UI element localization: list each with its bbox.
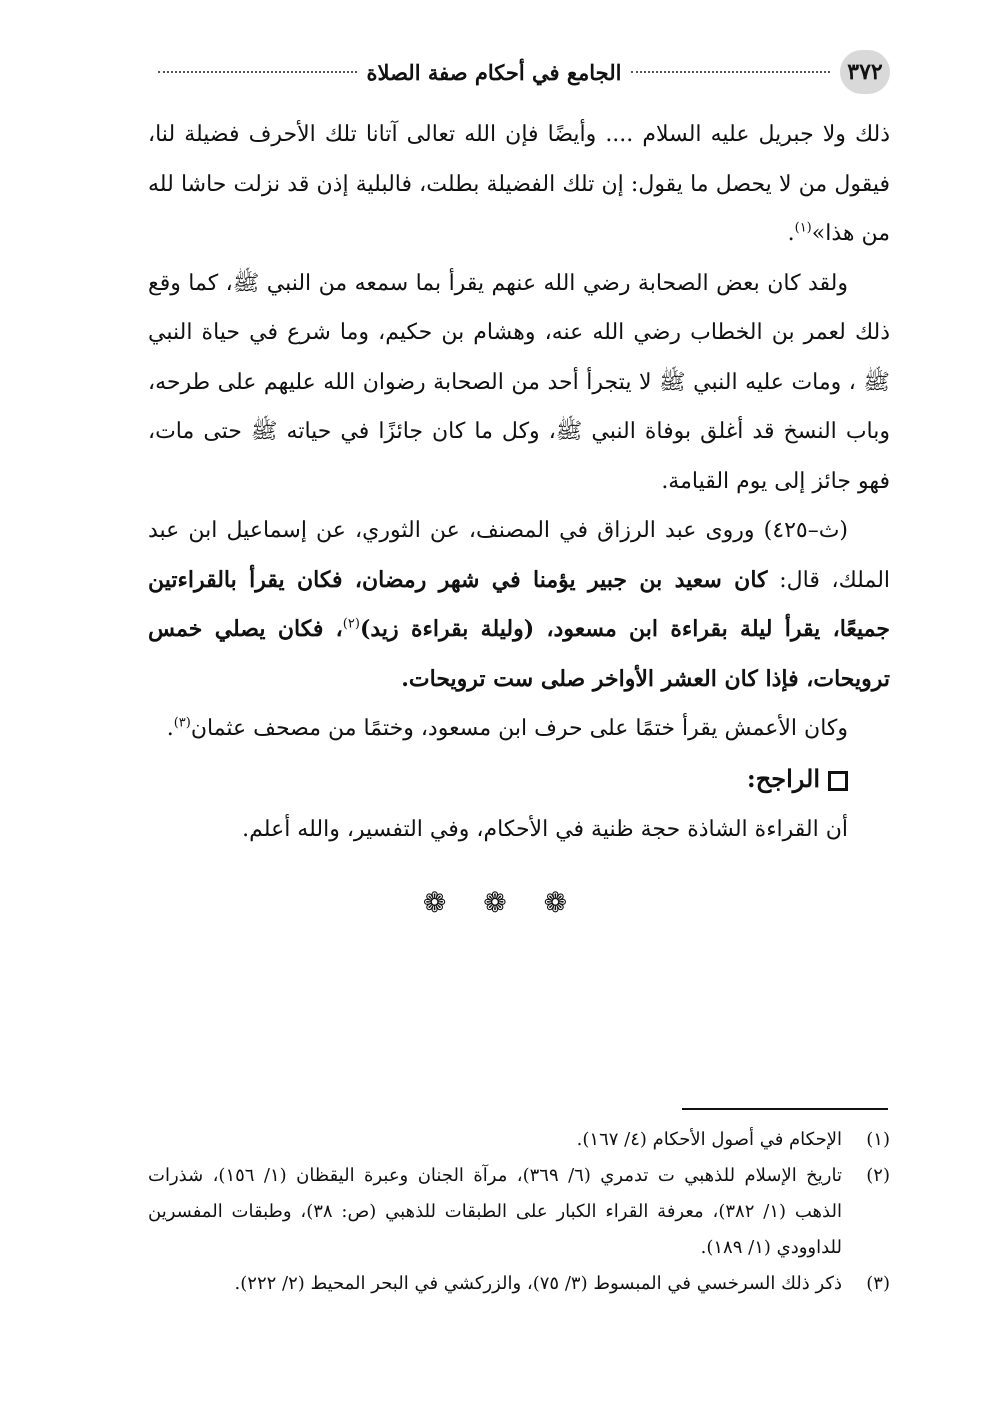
- footnote-text: ذكر ذلك السرخسي في المبسوط (٣/ ٧٥)، والزركشي في البحر المحيط (٢/ ٢٢٢).: [234, 1273, 842, 1294]
- quoted-athar: ، فكان يصلي خمس ترويحات، فإذا كان العشر الأواخر صلى ست ترويحات.: [148, 616, 890, 692]
- running-title: الجامع في أحكام صفة الصلاة: [366, 59, 622, 85]
- punctuation: .: [787, 221, 795, 246]
- punctuation: .: [166, 716, 174, 741]
- paragraph: [148, 506, 890, 704]
- section-divider-ornaments: ❁ ❁ ❁: [422, 886, 582, 919]
- footnote-separator: [682, 1108, 888, 1110]
- section-heading: [148, 754, 890, 806]
- footnote-number: (٢): [866, 1165, 890, 1186]
- paragraph: [148, 110, 890, 259]
- page-number: ٣٧٢: [840, 50, 890, 94]
- paragraph: [148, 704, 890, 754]
- header-dotted-leader: [631, 71, 830, 73]
- main-text: [148, 110, 890, 855]
- paragraph-text: وكان الأعمش يقرأ ختمًا على حرف ابن مسعود، وختمًا من مصحف عثمان: [190, 716, 848, 741]
- footnote: [148, 1122, 890, 1158]
- footnote-number: (٣): [866, 1273, 890, 1294]
- quoted-athar: كان سعيد بن جبير يؤمنا في شهر رمضان، فكان يقرأ بالقراءتين جميعًا، يقرأ ليلة بقراءة ابن مسعود، (وليلة بقراءة زيد): [148, 566, 890, 642]
- footnote-text: الإحكام في أصول الأحكام (٤/ ١٦٧).: [576, 1129, 842, 1150]
- footnote-ref[interactable]: (٣): [173, 715, 191, 731]
- footnote-ref[interactable]: (٢): [342, 616, 360, 632]
- page-header: [148, 50, 890, 94]
- header-dotted-leader: [158, 71, 357, 73]
- paragraph-text: (ث–٤٢٥) وروى عبد الرزاق في المصنف، عن الثوري، عن إسماعيل ابن عبد الملك، قال:: [148, 518, 891, 593]
- footnote-text: تاريخ الإسلام للذهبي ت تدمري (٦/ ٣٦٩)، مرآة الجنان وعبرة اليقظان (١/ ١٥٦)، شذرات الذهب (١/ ٣٨٢)، معرفة القراء الكبار على الطبقات للذهبي (ص: ٣٨)، وطبقات المفسرين للداوودي (١/ ١٨٩).: [148, 1165, 842, 1258]
- footnote: [148, 1266, 890, 1302]
- footnotes: [148, 1122, 890, 1302]
- footnote-ref[interactable]: (١): [794, 220, 812, 236]
- footnote-number: (١): [866, 1129, 890, 1150]
- footnote: [148, 1158, 890, 1266]
- paragraph-text: ذلك ولا جبريل عليه السلام .... وأيضًا فإن الله تعالى آتانا تلك الأحرف فضيلة لنا، فيقول من لا يحصل ما يقول: إن تلك الفضيلة بطلت، فالبلية إذن قد نزلت حاشا لله من هذا»: [148, 122, 890, 246]
- paragraph: ولقد كان بعض الصحابة رضي الله عنهم يقرأ بما سمعه من النبي ﷺ، كما وقع ذلك لعمر بن الخطاب رضي الله عنه، وهشام بن حكيم، وما شرع في حياة النبي ﷺ ، ومات عليه النبي ﷺ لا يتجرأ أحد من الصحابة رضوان الله عليهم على طرحه، وباب النسخ قد أغلق بوفاة النبي ﷺ، وكل ما كان جائزًا في حياته ﷺ حتى مات، فهو جائز إلى يوم القيامة.: [148, 270, 890, 494]
- conclusion-paragraph: أن القراءة الشاذة حجة ظنية في الأحكام، وفي التفسير، والله أعلم.: [242, 817, 848, 842]
- checkbox-square-icon: [828, 771, 848, 791]
- heading-text: الراجح:: [746, 763, 820, 793]
